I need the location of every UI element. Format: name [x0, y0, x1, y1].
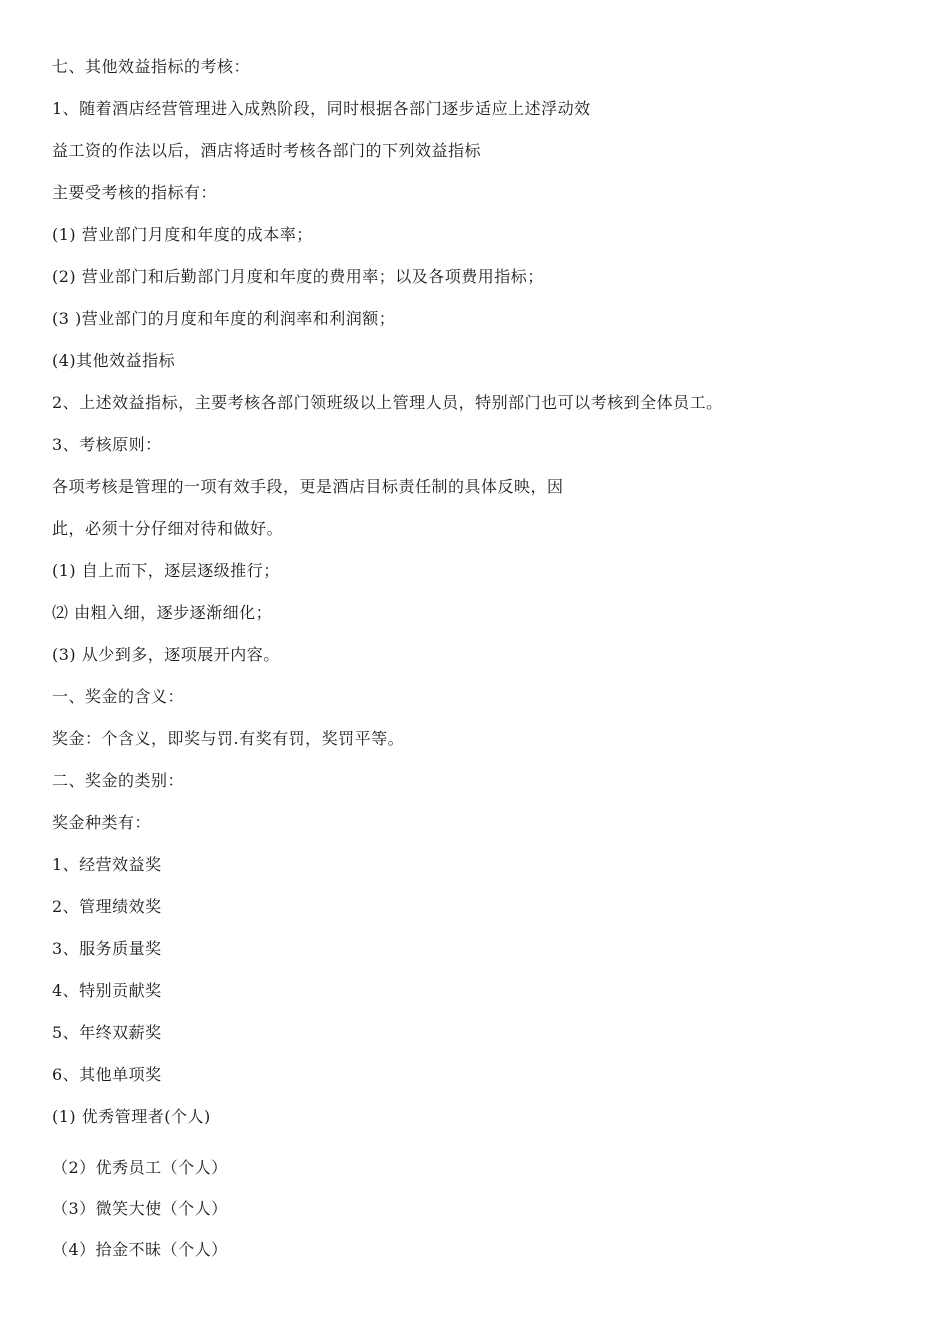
section-heading-bonus-meaning: 一、奖金的含义： — [52, 687, 185, 706]
list-item: (1) 优秀管理者(个人) — [52, 1107, 211, 1126]
paragraph-line: 奖金种类有： — [52, 813, 152, 832]
section-heading-other-benefit-indicators: 七、其他效益指标的考核： — [52, 57, 251, 76]
list-item: 2、管理绩效奖 — [52, 897, 162, 916]
list-item: (1) 营业部门月度和年度的成本率； — [52, 225, 313, 244]
list-item: 6、其他单项奖 — [52, 1065, 162, 1084]
list-item: (1) 自上而下，逐层逐级推行； — [52, 561, 280, 580]
list-item: （2）优秀员工（个人） — [52, 1158, 228, 1177]
paragraph-line: 此，必须十分仔细对待和做好。 — [52, 519, 284, 538]
section-heading-bonus-categories: 二、奖金的类别： — [52, 771, 185, 790]
paragraph-line: 主要受考核的指标有： — [52, 183, 218, 202]
paragraph-line: 奖金：个含义，即奖与罚.有奖有罚，奖罚平等。 — [52, 729, 405, 748]
list-item: (4)其他效益指标 — [52, 351, 176, 370]
paragraph-line: 1、随着酒店经营管理进入成熟阶段，同时根据各部门逐步适应上述浮动效 — [52, 99, 591, 118]
list-item: 5、年终双薪奖 — [52, 1023, 162, 1042]
list-item: （4）拾金不昧（个人） — [52, 1240, 228, 1259]
list-item: （3）微笑大使（个人） — [52, 1199, 228, 1218]
list-item: (2) 营业部门和后勤部门月度和年度的费用率；以及各项费用指标； — [52, 267, 544, 286]
paragraph-line: 益工资的作法以后，酒店将适时考核各部门的下列效益指标 — [52, 141, 482, 160]
list-item: ⑵ 由粗入细，逐步逐渐细化； — [52, 603, 273, 622]
list-item: (3) 从少到多，逐项展开内容。 — [52, 645, 280, 664]
list-item: (3 )营业部门的月度和年度的利润率和利润额； — [52, 309, 396, 328]
paragraph-line: 各项考核是管理的一项有效手段，更是酒店目标责任制的具体反映，因 — [52, 477, 564, 496]
list-item: 1、经营效益奖 — [52, 855, 162, 874]
paragraph-line: 2、上述效益指标，主要考核各部门领班级以上管理人员，特别部门也可以考核到全体员工。 — [52, 393, 723, 412]
paragraph-line: 3、考核原则： — [52, 435, 162, 454]
list-item: 3、服务质量奖 — [52, 939, 162, 958]
list-item: 4、特别贡献奖 — [52, 981, 162, 1000]
